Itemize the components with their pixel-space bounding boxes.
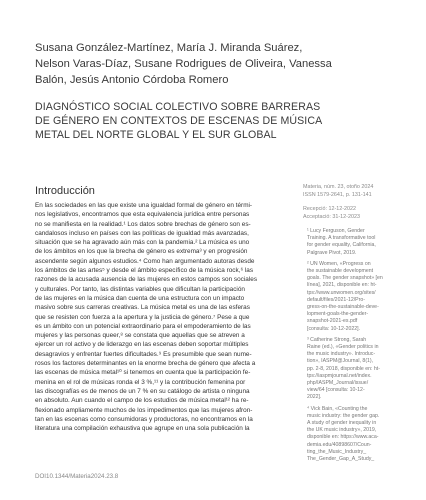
footnote-line: gress-on-the-sustainable-deve- xyxy=(307,304,379,311)
received-date: Recepció: 12-12-2022 xyxy=(303,206,357,212)
footnote-line: lopment-goals-the-gender- xyxy=(307,311,369,318)
body-line: tan en las escenas como consumidoras y productoras, no encontramos en la xyxy=(35,415,253,423)
body-line: En las sociedades en las que existe una igualdad formal de género en térmi- xyxy=(35,202,253,209)
journal-issn: ISSN 1579-2641, p. 131-141 xyxy=(303,191,372,198)
body-line: las discografías es de menos de un 7 % en su catálogo de artista o ninguna xyxy=(35,387,250,395)
footnote-line: línea], 2021, disponible en: ht- xyxy=(307,282,377,289)
footnote-line: Raine (ed.), «Gender politics in xyxy=(307,344,379,351)
footnote-line: [consulta: 10-12-2022]. xyxy=(307,325,361,332)
body-line: en absoluto. Aun cuando el campo de los estudios de música metal¹² ha re- xyxy=(35,397,249,405)
body-line: masivo sobre sus carreras creativas. La música metal es una de las esferas xyxy=(35,304,250,312)
footnote-line: tion», IASPM@Journal, 8(1), xyxy=(307,358,374,365)
footnote-line: 2022]. xyxy=(307,394,322,401)
journal-meta xyxy=(303,184,418,199)
title-line: DE GÉNERO EN CONTEXTOS DE ESCENAS DE MÚSICA xyxy=(35,115,323,127)
body-line: situación que se ha agravado aún más con la pandemia.² La música es uno xyxy=(35,239,250,247)
accepted-date: Acceptació: 31-12-2023 xyxy=(303,213,360,220)
body-line: rosos los factores determinantes en la enorme brecha de género que afecta a xyxy=(35,360,256,368)
body-line: de los ámbitos en los que la brecha de género es extrema³ y en progresión xyxy=(35,248,248,256)
footnote-line: The_Gender_Gap_A_Study_ xyxy=(307,456,375,463)
article-title xyxy=(35,100,335,142)
footnote-line: Training. A transformative tool xyxy=(307,235,376,242)
body-line: mujeres y las personas queer,⁸ se constata que aquellas que se atreven a xyxy=(35,332,245,340)
body-line: de las mujeres en la música dan cuenta de una estructura con un impacto xyxy=(35,294,245,302)
journal-issue: Materia, núm. 23, otoño 2024 xyxy=(303,184,374,190)
footnote-line: the UK music industry», 2019, xyxy=(307,427,377,434)
footnote-line: tps://www.unwomen.org/sites/ xyxy=(307,289,376,296)
footnote-line: ⁴ Vick Bain, «Counting the xyxy=(307,405,368,412)
body-line: literatura una compilación exhaustiva que agrupe en una sola publicación la xyxy=(35,425,250,433)
body-line: desagravios y enfrentar fuertes dificultades.⁹ Es presumible que sean nume- xyxy=(35,350,252,358)
body-line: razones de la acusada ausencia de las mujeres en estos campos son sociales xyxy=(35,276,258,284)
body-line: que se resisten con fuerza a la apertura y la justicia de género.⁷ Pese a que xyxy=(35,313,250,321)
footnote-2 xyxy=(307,261,415,333)
body-line: y culturales. Por tanto, las distintas variables que dificultan la participación xyxy=(35,285,245,293)
footnote-line: default/files/2021-12/Pro- xyxy=(307,296,365,303)
footnote-line: ² UN Women, «Progress on xyxy=(307,260,371,267)
author-list xyxy=(35,40,332,88)
body-line: ejercer un rol activo y de liderazgo en las escenas deben soportar múltiples xyxy=(35,341,249,349)
footnote-line: view/64 [consulta: 10-12- xyxy=(307,387,365,394)
author-line: Balón, Jesús Antonio Córdoba Romero xyxy=(35,74,229,86)
body-line: no se manifiesta en la realidad.¹ Los datos sobre brechas de género son es- xyxy=(35,220,251,228)
body-line: flexionado ampliamente muchos de los impedimentos que las mujeres afron- xyxy=(35,406,253,414)
footnote-line: tps://iaspmjournal.net/index. xyxy=(307,372,372,379)
footnote-line: goals. The gender snapshot» [en xyxy=(307,275,383,282)
footnote-line: ting_the_Music_Industry_ xyxy=(307,448,367,455)
body-line: nos legislativos, encontramos que esta equivalencia jurídica entre personas xyxy=(35,211,250,219)
title-line: DIAGNÓSTICO SOCIAL COLECTIVO SOBRE BARRERAS xyxy=(35,101,321,113)
footnote-column xyxy=(307,228,415,467)
body-line: es un ámbito con un potencial extraordinario para el empoderamiento de las xyxy=(35,322,251,330)
footnote-line: pp. 2-8, 2018, disponible en: ht- xyxy=(307,365,380,372)
footnote-4 xyxy=(307,406,415,464)
footnote-3 xyxy=(307,337,415,402)
footnote-line: php/IASPM_Journal/issue/ xyxy=(307,380,369,387)
body-line: ascendente según algunos estudios.⁴ Como han argumentado autoras desde xyxy=(35,257,255,265)
footnote-line: disponible en: https://www.aca- xyxy=(307,434,379,441)
footnote-1 xyxy=(307,228,415,257)
author-line: Susana González-Martínez, María J. Miranda Suárez, xyxy=(35,42,303,54)
author-line: Nelson Varas-Díaz, Susane Rodrigues de Oliveira, Vanessa xyxy=(35,58,332,70)
body-line: menina en el rol de músicas ronda el 3 %,¹¹ y la contribución femenina por xyxy=(35,378,246,386)
section-heading: Introducción xyxy=(35,185,95,197)
footnote-line: snapshot-2021-es.pdf xyxy=(307,318,358,325)
footnote-line: A study of gender inequality in xyxy=(307,420,377,427)
footnote-line: music industry: the gender gap. xyxy=(307,412,380,419)
doi-footer: DOI10.1344/Materia2024.23.8 xyxy=(35,473,119,480)
footnote-line: the music industry». Introduc- xyxy=(307,351,376,358)
footnote-line: Palgrave Pivot, 2019. xyxy=(307,249,357,256)
body-line: los ámbitos de las artes⁵ y desde el ámbito específico de la música rock,⁶ las xyxy=(35,267,254,275)
footnote-line: ³ Catherine Strong, Sarah xyxy=(307,336,367,343)
footnote-line: for gender equality, California, xyxy=(307,242,376,249)
title-line: METAL DEL NORTE GLOBAL Y EL SUR GLOBAL xyxy=(35,129,277,141)
body-line: candalosos incluso en países con las políticas de igualdad más avanzadas, xyxy=(35,229,249,237)
body-paragraph xyxy=(35,201,291,433)
footnote-line: demia.edu/40898607/Coun- xyxy=(307,441,372,448)
body-line: las escenas de música metal¹⁰ si tenemos en cuenta que la participación fe- xyxy=(35,369,251,377)
footnote-line: ¹ Lucy Ferguson, Gender xyxy=(307,228,365,234)
footnote-line: the sustainable development xyxy=(307,268,374,275)
article-dates xyxy=(303,206,418,221)
